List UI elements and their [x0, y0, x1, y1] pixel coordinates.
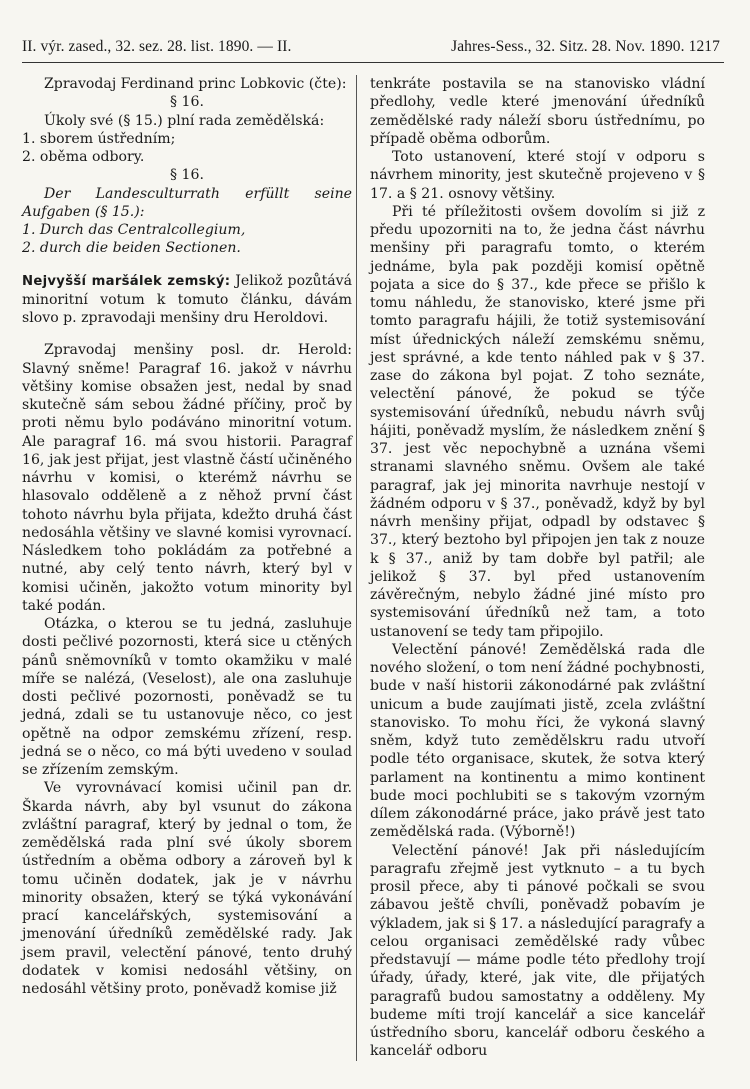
right-column	[361, 75, 705, 1061]
list-cz	[22, 130, 352, 167]
herold-statement	[22, 341, 352, 615]
page-header	[22, 38, 724, 63]
paragraph: Toto ustanovení, které stojí v odporu s návrhem minority, jest skutečně projeveno v § 17. a § 21. osnovy většiny.	[370, 149, 705, 202]
paragraph: Velectění pánové! Zemědělská rada dle nového složení, o tom není žádné pochybnosti, bude v naší historii zákonodárné pak zvláštní unicum a bude zaujímati jistě, zcela zvláštní stanovisko. To mohu říci, že vykoná slavný sněm, když tuto zemědělskru radu utvoří podle této organisace, skutek, že sotva který parlament na kontinentu a mimo kontinent bude moci pochlubiti se s takovým vzorným dílem zákonodárné práce, jako právě jest tato zemědělská rada. (Výborně!)	[370, 641, 705, 841]
list-item: 1. sborem ústředním;	[22, 130, 176, 147]
speaker-name: Zpravodaj menšiny posl. dr. Herold:	[44, 342, 352, 359]
paragraph: Otázka, o kterou se tu jedná, zasluhuje dosti pečlivé pozornosti, která sice u ctěných pánů sněmovníků v tomto okamžiku v malé míře se nalézá, (Veselost), ale ona zasluhuje dosti pečlivé pozornosti, poněvadž se tu jedná, zdali se tu ustanovuje něco, co jest opětně na odpor zemskému zřízení, resp. jedná se o něco, co má býti uvedeno v soulad se zřízením zemským.	[22, 616, 352, 778]
header-right: Jahres-Sess., 32. Sitz. 28. Nov. 1890. 1217	[451, 38, 720, 55]
section-text-de: Der Landesculturrath erfüllt seine Aufgaben (§ 15.):	[22, 185, 352, 220]
list-item: 1. Durch das Centralcollegium,	[22, 222, 246, 238]
section-heading-de: § 16.	[170, 167, 204, 184]
paragraph: tenkráte postavila se na stanovisko vládní předlohy, vedle které jmenování úředníků zemědělské rady náleží sboru ústřednímu, po případě oběma odborům.	[370, 76, 705, 147]
section-heading-cz: § 16.	[170, 94, 204, 111]
paragraph: Ve vyrovnávací komisi učinil pan dr. Škarda návrh, aby byl vsunut do zákona zvláštní paragraf, který by jednal o tom, že zemědělská rada plní své úkoly sborem ústředním a oběma odbory a zároveň byl k tomu učiněn dodatek, jak je v návrhu minority obsažen, který se týká vykonávání prací kancelářských, systemisování a jmenování úředníků zemědělské rady. Jak jsem pravil, velectění pánové, tento druhý dodatek v komisi nedosáhl většiny, on nedosáhl většiny proto, poněvadž komise již	[22, 780, 352, 997]
marshal-statement	[22, 272, 352, 328]
header-left: II. výr. zased., 32. sez. 28. list. 1890. — II.	[22, 38, 292, 55]
paragraph: Velectění pánové! Jak při následujícím paragrafu zřejmě jest vytknuto – a tu bych prosil přece, aby ti pánové počkali se svou zábavou ještě chvíli, poněvadž pobavím je výkladem, jak si § 17. a následující paragrafy a celou organisaci zemědělské rady vůbec představují — máme podle této předlohy trojí úřady, úřady, které, jak vite, dle přijatých paragrafů budou samostatny a odděleny. My budeme míti trojí kancelář a sice kancelář ústředního sboru, kancelář odboru českého a kancelář odboru	[370, 842, 705, 1060]
list-item: 2. oběma odbory.	[22, 149, 145, 165]
list-item: 2. durch die beiden Sectionen.	[22, 240, 241, 257]
speech-text: Slavný sněme! Paragraf 16. jakož v návrhu většiny komise obsažen jest, nedal by snad skutečně sám sebou žádné příčiny, proč by proti němu bylo podáváno minoritní votum. Ale paragraf 16. má svou historii. Paragraf 16, jak jest přijat, jest vlastně částí učiněného návrhu v komisi, o kterémž návrhu se hlasovalo odděleně a z něhož první část tohoto návrhu byla přijata, kdežto druhá část nedosáhla většiny ve slavné komisi vyrovnací. Následkem toho pokládám za potřebné a nutné, aby celý tento návrh, který byl v komisi učiněn, jakožto votum minority byl také podán.	[22, 360, 352, 614]
column-divider	[356, 75, 357, 1061]
section-text-cz: Úkoly své (§ 15.) plní rada zemědělská:	[44, 112, 325, 129]
reporter-intro: Zpravodaj Ferdinand princ Lobkovic (čte):	[44, 76, 347, 92]
list-de	[22, 221, 352, 258]
paragraph: Při té příležitosti ovšem dovolím si již z předu upozorniti na to, že jedna část návrhu menšiny při paragrafu tomto, o kterém jednáme, byla pak později komisí opětně pojata a sice do § 37., kde přece se přišlo k tomu náhledu, že stanovisko, které jsme při tomto paragrafu hájili, že totiž systemisování míst úřednických náleží zemskému sněmu, jest správné, a kde tento náhled pak v § 37. zase do zákona byl pojat. Z toho seznáte, velectění pánové, že pokud se týče systemisování úředníků, nebudu návrh svůj hájiti, poněvadž myslím, že následkem znění § 37. jest věc nepochybně a uznána všemi stranami slavného sněmu. Ovšem ale také paragraf, jak jej minorita navrhuje nestojí v žádném odporu v § 37., poněvadž, když by byl návrh menšiny přijat, odpadl by odstavec § 37., který beztoho byl připojen jen tak z nouze k § 37., aniž by tam dobře byl patřil; ale jelikož § 37. byl před ustanovením závěrečným, nebylo žádné jiné místo pro systemisování úředníků než tam, a toto ustanovení se tedy tam připojilo.	[370, 203, 705, 640]
speaker-name: Nejvyšší maršálek zemský:	[22, 273, 231, 289]
left-column	[22, 75, 361, 1061]
columns	[22, 75, 724, 1061]
speech-text: Jelikož pozůtává minoritní votum k tomuto článku, dávám slovo p. zpravodaji menšiny dru Heroldovi.	[22, 272, 352, 326]
